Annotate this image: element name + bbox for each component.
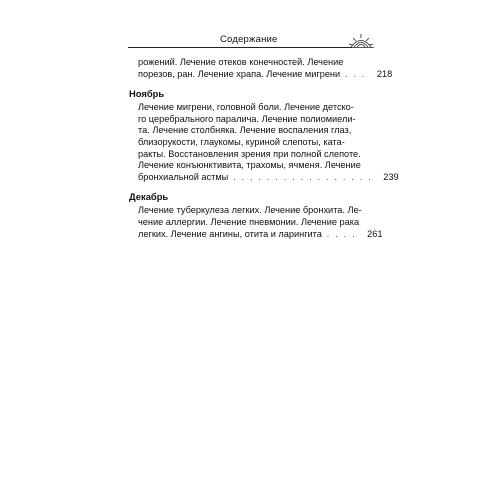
toc-entry-november xyxy=(138,102,399,183)
toc-entry-line: Лечение туберкулеза легких. Лечение бронхита. Ле- xyxy=(138,205,362,216)
toc-entry-text: бронхиальной астмы xyxy=(138,171,229,182)
running-header xyxy=(128,30,372,54)
toc-entry-last-line xyxy=(138,68,393,81)
toc-entry-line: го церебрального паралича. Лечение полиомиели- xyxy=(138,113,356,124)
toc-entry-last-line xyxy=(138,171,399,184)
dot-leader: . . . xyxy=(345,69,367,79)
table-of-contents xyxy=(129,57,399,240)
toc-entry-line: рожений. Лечение отеков конечностей. Лечение xyxy=(138,57,344,67)
header-title: Содержание xyxy=(220,34,278,45)
toc-entry-previous xyxy=(138,57,393,80)
toc-entry-line: та. Лечение столбняка. Лечение воспаления глаз, xyxy=(138,125,352,136)
toc-entry-december xyxy=(138,205,383,240)
toc-entry-text: порезов, ран. Лечение храпа. Лечение мигрени xyxy=(138,68,341,79)
sun-emblem-icon xyxy=(348,32,374,50)
section-heading-november: Ноябрь xyxy=(129,88,165,100)
section-heading-december: Декабрь xyxy=(129,191,169,203)
page-number: 239 xyxy=(383,171,399,182)
page-number: 218 xyxy=(376,68,393,79)
toc-entry-line: Лечение мигрени, головной боли. Лечение детско- xyxy=(138,102,354,113)
toc-entry-line: ракты. Восстановления зрения при полной слепоте. xyxy=(138,148,361,159)
dot-leader: . . . . . . . . . . . . . . . . . xyxy=(233,172,373,182)
dot-leader: . . . . xyxy=(326,229,357,239)
header-rule xyxy=(128,47,352,48)
page-number: 261 xyxy=(367,228,383,239)
toc-entry-line: Лечение конъюнктивита, трахомы, ячменя. Лечение xyxy=(138,160,361,171)
toc-entry-last-line xyxy=(138,228,383,241)
toc-entry-line: чение аллергии. Лечение пневмонии. Лечение рака xyxy=(138,216,360,227)
toc-entry-text: легких. Лечение ангины, отита и ларингита xyxy=(138,228,322,239)
toc-entry-line: близорукости, глаукомы, куриной слепоты, ката- xyxy=(138,136,345,147)
